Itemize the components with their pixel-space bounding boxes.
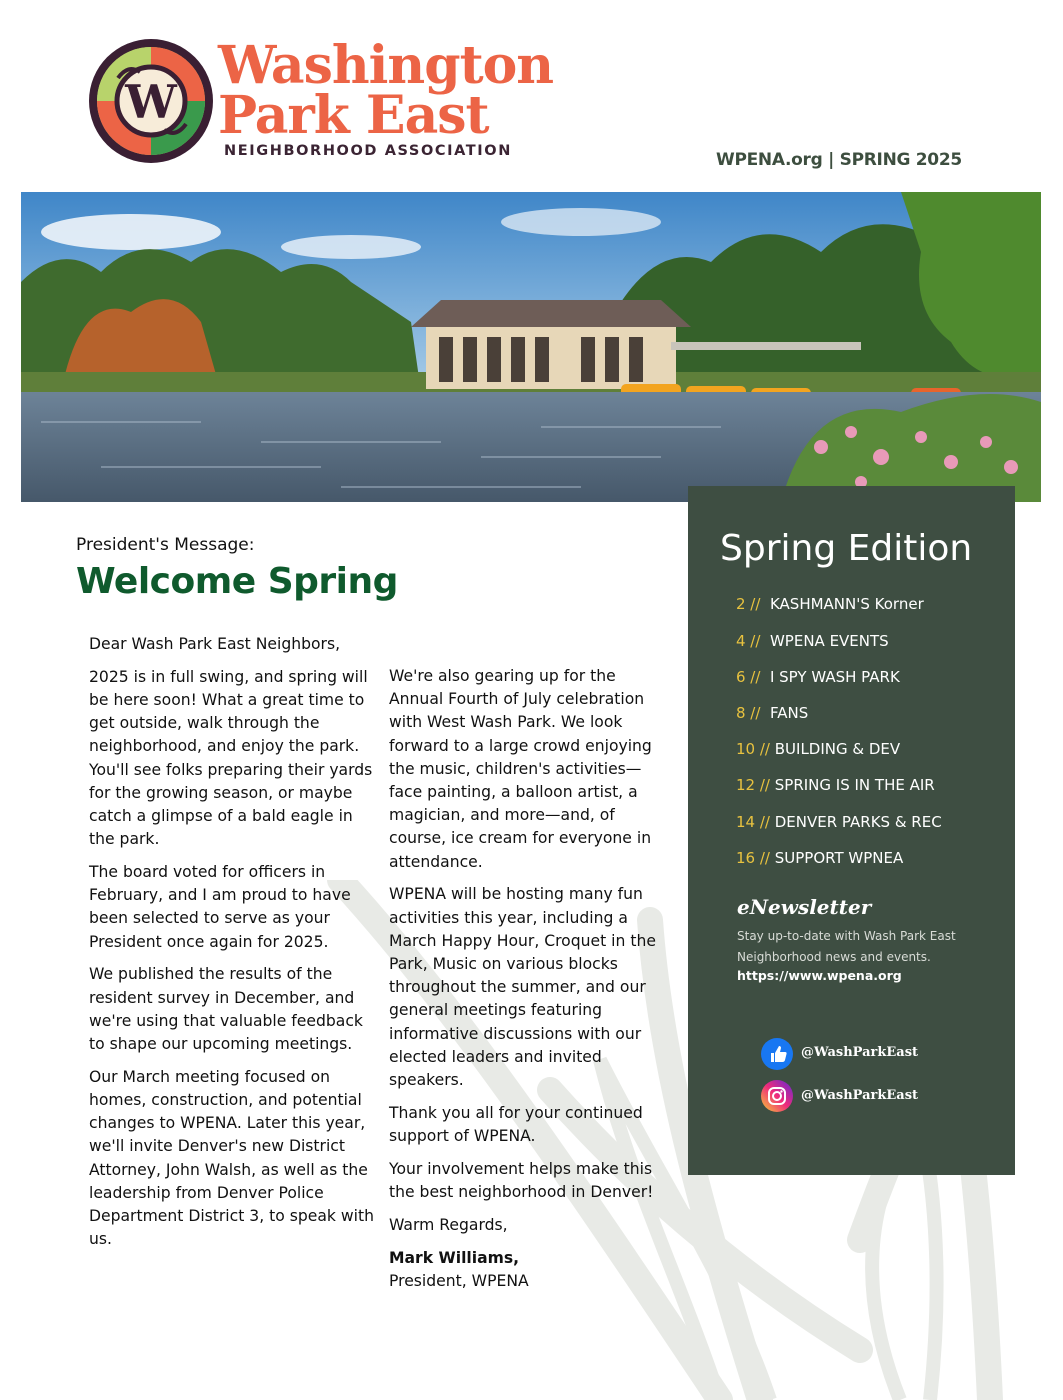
article-title: Welcome Spring [76,561,398,602]
instagram-handle[interactable]: @WashParkEast [801,1088,919,1103]
instagram-icon[interactable] [761,1080,793,1112]
toc-label: BUILDING & DEV [774,740,901,758]
svg-text:W: W [125,75,177,129]
toc-item[interactable] [736,740,900,758]
article-paragraph: Our March meeting focused on homes, construction, and potential changes to WPENA. Later this year, we'll invite Denver's new District Attorney, John Walsh, as well as the leadership from Denver Police Department District 3, to speak with us. [89,1067,374,1249]
toc-label: WPENA EVENTS [769,632,889,650]
toc-item[interactable] [736,704,808,722]
enewsletter-title: eNewsletter [737,895,872,919]
enewsletter-description: Stay up-to-date with Wash Park East Neighborhood news and events. [737,929,956,964]
article-paragraph: 2025 is in full swing, and spring will be here soon! What a great time to get outside, walk through the neighborhood, and enjoy the park. You'll see folks preparing their yards for the growing season, or maybe catch a glimpse of a bald eagle in the park. [89,667,373,849]
toc-item[interactable] [736,595,924,613]
toc-page-number: 4 // [736,632,761,650]
logo-subtitle: NEIGHBORHOOD ASSOCIATION [224,143,512,159]
hero-park-photo [21,192,1041,502]
enewsletter-link[interactable]: https://www.wpena.org [737,968,902,983]
signature-title: President, WPENA [389,1271,529,1290]
sidebar-title: Spring Edition [720,528,973,569]
toc-page-number: 14 // [736,813,770,831]
toc-item[interactable] [736,849,903,867]
toc-item[interactable] [736,813,942,831]
toc-page-number: 2 // [736,595,761,613]
article-paragraph: Thank you all for your continued support of WPENA. [389,1103,643,1146]
toc-label: FANS [769,704,809,722]
toc-item[interactable] [736,776,935,794]
toc-page-number: 6 // [736,668,761,686]
toc-label: SPRING IS IN THE AIR [774,776,935,794]
toc-page-number: 10 // [736,740,770,758]
article-column-right [389,665,671,1293]
logo-w-mark [88,38,214,164]
article-paragraph: Dear Wash Park East Neighbors, [89,635,341,653]
article-paragraph: We published the results of the resident survey in December, and we're using that valuable feedback to shape our upcoming meetings. [89,965,363,1054]
toc-label: KASHMANN'S Korner [769,595,924,613]
facebook-like-icon[interactable] [761,1038,793,1070]
toc-item[interactable] [736,668,900,686]
logo-wordmark-line1: Washington [218,35,554,96]
article-paragraph: The board voted for officers in February, and I am proud to have been selected to serve as your President once again for 2025. [89,863,351,951]
logo-wordmark-line2: Park East [218,85,489,146]
article-paragraph: Warm Regards, [389,1215,508,1234]
signature-name: Mark Williams, [389,1248,520,1267]
toc-page-number: 16 // [736,849,770,867]
article-column-left [89,633,374,1261]
toc-item[interactable] [736,632,889,650]
toc-label: DENVER PARKS & REC [774,813,942,831]
toc-label: SUPPORT WPNEA [774,849,904,867]
issue-meta: WPENA.org | SPRING 2025 [716,150,962,170]
article-kicker: President's Message: [76,535,255,555]
facebook-handle[interactable]: @WashParkEast [801,1045,919,1060]
toc-page-number: 12 // [736,776,770,794]
toc-label: I SPY WASH PARK [769,668,900,686]
article-paragraph: WPENA will be hosting many fun activities this year, including a March Happy Hour, Croquet in the Park, Music on various blocks throughout the summer, and our general meetings featuring informative discussions with our elected leaders and invited speakers. [389,885,656,1090]
toc-page-number: 8 // [736,704,761,722]
article-paragraph: We're also gearing up for the Annual Fourth of July celebration with West Wash Park. We look forward to a large crowd enjoying the music, children's activities—face painting, a balloon artist, a magician, and more—and, of course, ice cream for everyone in attendance. [389,667,652,871]
article-paragraph: Your involvement helps make this the best neighborhood in Denver! [389,1159,654,1202]
